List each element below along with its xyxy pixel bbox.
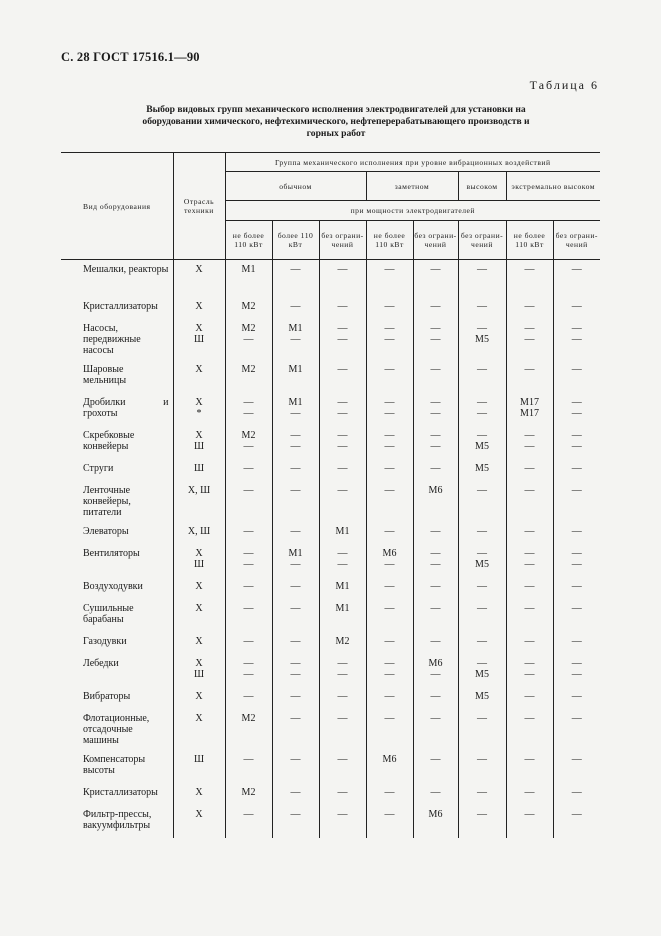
header-level-extreme: экстремально высоком: [506, 172, 600, 201]
branch-cell: Х Ш: [173, 654, 225, 687]
group-cell: М6: [413, 481, 458, 522]
group-cell: —: [272, 750, 319, 783]
group-cell: М2: [319, 632, 366, 654]
group-cell: — —: [413, 426, 458, 459]
table-row: [61, 426, 600, 459]
group-cell: —: [458, 260, 506, 297]
branch-cell: Х: [173, 805, 225, 838]
group-cell: М2 —: [225, 319, 272, 360]
group-cell: — —: [506, 426, 553, 459]
group-cell: М6 —: [413, 654, 458, 687]
table-caption: Выбор видовых групп механического исполнения электродвигателей для установки на оборудовании химического, нефтехимического, нефтеперерабатывающего производств и горных работ: [142, 104, 530, 139]
equipment-name: Мешалки, реакторы: [83, 264, 169, 275]
group-cell: —: [366, 805, 413, 838]
group-cell: —: [319, 805, 366, 838]
group-cell: —: [272, 459, 319, 481]
group-cell: —: [458, 522, 506, 544]
group-cell: — —: [413, 393, 458, 426]
equipment-name: Фильтр-прессы, вакуумфильтры: [83, 808, 152, 831]
group-cell: — —: [319, 393, 366, 426]
group-cell: — —: [506, 319, 553, 360]
group-cell: — —: [366, 393, 413, 426]
equipment-name: Флотационные, отсадочные машины: [83, 712, 150, 746]
group-cell: М6: [366, 750, 413, 783]
group-cell: —: [553, 805, 600, 838]
group-cell: —: [506, 687, 553, 709]
group-cell: —: [413, 577, 458, 599]
equipment-name: Струги: [83, 462, 114, 474]
group-cell: —: [319, 783, 366, 805]
group-cell: — —: [506, 654, 553, 687]
equipment-name: Элеваторы: [83, 525, 129, 537]
group-cell: — М5: [458, 654, 506, 687]
group-cell: — —: [458, 393, 506, 426]
group-cell: — —: [553, 654, 600, 687]
group-cell: —: [319, 481, 366, 522]
group-cell: —: [272, 632, 319, 654]
group-cell: —: [506, 522, 553, 544]
group-cell: —: [319, 459, 366, 481]
group-cell: —: [366, 577, 413, 599]
group-cell: — —: [413, 544, 458, 577]
group-cell: —: [458, 632, 506, 654]
table-row: [61, 297, 600, 319]
group-cell: М6 —: [366, 544, 413, 577]
group-cell: —: [225, 687, 272, 709]
branch-cell: Х: [173, 577, 225, 599]
branch-cell: Х Ш: [173, 426, 225, 459]
equipment-name: Лебедки: [83, 657, 119, 669]
group-cell: —: [225, 481, 272, 522]
group-cell: —: [506, 750, 553, 783]
subheader-cell: не более 110 кВт: [506, 221, 553, 260]
subheader-cell: без ограни-чений: [319, 221, 366, 260]
group-cell: —: [272, 481, 319, 522]
group-cell: —: [553, 260, 600, 297]
subheader-cell: без ограни-чений: [458, 221, 506, 260]
group-cell: — —: [553, 544, 600, 577]
group-cell: —: [458, 709, 506, 750]
group-cell: —: [458, 360, 506, 393]
table-row: [61, 577, 600, 599]
header-level-high: высоком: [458, 172, 506, 201]
group-cell: —: [506, 360, 553, 393]
group-cell: —: [225, 599, 272, 632]
group-cell: —: [366, 709, 413, 750]
equipment-table: [61, 152, 600, 838]
group-cell: —: [272, 260, 319, 297]
group-cell: — М5: [458, 319, 506, 360]
equipment-name: Сушильные барабаны: [83, 602, 134, 625]
group-cell: —: [366, 632, 413, 654]
branch-cell: Ш: [173, 459, 225, 481]
group-cell: —: [458, 750, 506, 783]
group-cell: М5: [458, 459, 506, 481]
table-row: [61, 599, 600, 632]
group-cell: М1 —: [272, 319, 319, 360]
equipment-name: Скребковые конвейеры: [83, 429, 135, 452]
group-cell: —: [413, 522, 458, 544]
group-cell: М1 —: [272, 393, 319, 426]
branch-cell: Х Ш: [173, 544, 225, 577]
equipment-name: Ленточные конвейеры, питатели: [83, 484, 131, 518]
group-cell: —: [319, 360, 366, 393]
branch-cell: Х, Ш: [173, 481, 225, 522]
table-row: [61, 654, 600, 687]
group-cell: —: [366, 783, 413, 805]
group-cell: —: [506, 260, 553, 297]
group-cell: М1 —: [272, 544, 319, 577]
group-cell: — —: [272, 654, 319, 687]
table-row: [61, 544, 600, 577]
group-cell: — М5: [458, 426, 506, 459]
table-row: [61, 393, 600, 426]
branch-cell: Х: [173, 687, 225, 709]
group-cell: — —: [319, 426, 366, 459]
group-cell: —: [413, 260, 458, 297]
branch-cell: Ш: [173, 750, 225, 783]
group-cell: —: [506, 632, 553, 654]
group-cell: —: [366, 260, 413, 297]
group-cell: —: [413, 687, 458, 709]
group-cell: —: [553, 783, 600, 805]
group-cell: —: [366, 481, 413, 522]
group-cell: —: [272, 577, 319, 599]
group-cell: —: [506, 297, 553, 319]
table-row: [61, 260, 600, 297]
branch-cell: Х: [173, 783, 225, 805]
group-cell: —: [366, 522, 413, 544]
table-row: [61, 750, 600, 783]
subheader-cell: без ограни-чений: [413, 221, 458, 260]
group-cell: М6: [413, 805, 458, 838]
branch-cell: Х: [173, 297, 225, 319]
table-row: [61, 687, 600, 709]
header-vibration-group: Группа механического исполнения при уровне вибрационных воздействий: [225, 153, 600, 172]
equipment-name: Газодувки: [83, 635, 127, 647]
group-cell: М1: [319, 522, 366, 544]
group-cell: —: [553, 459, 600, 481]
equipment-name: Кристаллизаторы: [83, 786, 158, 798]
header-level-noticeable: заметном: [366, 172, 458, 201]
group-cell: — М5: [458, 544, 506, 577]
branch-cell: Х, Ш: [173, 522, 225, 544]
group-cell: —: [553, 750, 600, 783]
group-cell: —: [553, 709, 600, 750]
branch-cell: Х: [173, 260, 225, 297]
group-cell: — —: [366, 654, 413, 687]
table-row: [61, 805, 600, 838]
table-row: [61, 783, 600, 805]
group-cell: —: [225, 805, 272, 838]
group-cell: —: [319, 750, 366, 783]
branch-cell: Х: [173, 709, 225, 750]
group-cell: —: [553, 599, 600, 632]
group-cell: —: [366, 687, 413, 709]
group-cell: —: [413, 297, 458, 319]
group-cell: — —: [553, 319, 600, 360]
equipment-name: Вибраторы: [83, 690, 131, 702]
header-level-normal: обычном: [225, 172, 366, 201]
subheader-cell: без ограни-чений: [553, 221, 600, 260]
group-cell: —: [506, 481, 553, 522]
group-cell: —: [458, 783, 506, 805]
group-cell: —: [458, 599, 506, 632]
equipment-name: Компенсаторы высоты: [83, 753, 146, 776]
group-cell: —: [413, 783, 458, 805]
group-cell: — —: [366, 319, 413, 360]
group-cell: —: [413, 459, 458, 481]
group-cell: М17 М17: [506, 393, 553, 426]
group-cell: —: [553, 577, 600, 599]
group-cell: —: [553, 687, 600, 709]
table-number: Таблица 6: [529, 78, 599, 92]
group-cell: —: [366, 459, 413, 481]
group-cell: —: [366, 599, 413, 632]
group-cell: —: [506, 805, 553, 838]
group-cell: —: [506, 599, 553, 632]
group-cell: — —: [506, 544, 553, 577]
group-cell: —: [225, 750, 272, 783]
group-cell: М2: [225, 783, 272, 805]
group-cell: М2 —: [225, 426, 272, 459]
page-header: С. 28 ГОСТ 17516.1—90: [61, 50, 200, 64]
equipment-name: Насосы, передвижные насосы: [83, 322, 141, 356]
group-cell: —: [366, 360, 413, 393]
group-cell: — —: [319, 544, 366, 577]
group-cell: М5: [458, 687, 506, 709]
group-cell: —: [319, 687, 366, 709]
group-cell: —: [272, 709, 319, 750]
equipment-name: Дробилки и грохоты: [83, 396, 169, 419]
group-cell: —: [553, 360, 600, 393]
group-cell: — —: [413, 319, 458, 360]
group-cell: —: [553, 522, 600, 544]
group-cell: —: [272, 805, 319, 838]
header-branch: Отрасль техники: [173, 153, 225, 260]
group-cell: —: [413, 750, 458, 783]
branch-cell: Х *: [173, 393, 225, 426]
branch-cell: Х: [173, 599, 225, 632]
group-cell: —: [225, 577, 272, 599]
group-cell: — —: [319, 654, 366, 687]
group-cell: —: [506, 783, 553, 805]
group-cell: —: [553, 297, 600, 319]
group-cell: —: [319, 260, 366, 297]
group-cell: —: [553, 632, 600, 654]
table-row: [61, 360, 600, 393]
group-cell: —: [413, 599, 458, 632]
group-cell: — —: [225, 654, 272, 687]
group-cell: — —: [272, 426, 319, 459]
branch-cell: Х: [173, 632, 225, 654]
group-cell: — —: [553, 426, 600, 459]
equipment-name: Шаровые мельницы: [83, 363, 127, 386]
group-cell: —: [553, 481, 600, 522]
branch-cell: Х Ш: [173, 319, 225, 360]
group-cell: —: [272, 687, 319, 709]
group-cell: —: [413, 360, 458, 393]
table-row: [61, 522, 600, 544]
table-body: [61, 260, 600, 838]
group-cell: М2: [225, 297, 272, 319]
table-row: [61, 319, 600, 360]
group-cell: — —: [225, 393, 272, 426]
branch-cell: Х: [173, 360, 225, 393]
group-cell: —: [458, 481, 506, 522]
subheader-cell: не более 110 кВт: [366, 221, 413, 260]
group-cell: — —: [319, 319, 366, 360]
group-cell: — —: [366, 426, 413, 459]
header-equipment: Вид оборудования: [61, 153, 173, 260]
table-row: [61, 632, 600, 654]
group-cell: —: [506, 709, 553, 750]
group-cell: —: [458, 297, 506, 319]
table-row: [61, 459, 600, 481]
group-cell: М1: [272, 360, 319, 393]
group-cell: —: [225, 459, 272, 481]
group-cell: —: [366, 297, 413, 319]
group-cell: —: [272, 297, 319, 319]
group-cell: — —: [225, 544, 272, 577]
subheader-cell: не более 110 кВт: [225, 221, 272, 260]
group-cell: —: [413, 709, 458, 750]
group-cell: М2: [225, 360, 272, 393]
group-cell: —: [272, 599, 319, 632]
subheader-cell: более 110 кВт: [272, 221, 319, 260]
group-cell: М1: [319, 577, 366, 599]
group-cell: —: [272, 783, 319, 805]
group-cell: —: [506, 459, 553, 481]
group-cell: —: [506, 577, 553, 599]
table-row: [61, 709, 600, 750]
group-cell: М2: [225, 709, 272, 750]
group-cell: —: [458, 805, 506, 838]
group-cell: —: [225, 522, 272, 544]
group-cell: —: [225, 632, 272, 654]
group-cell: —: [272, 522, 319, 544]
group-cell: — —: [553, 393, 600, 426]
group-cell: М1: [319, 599, 366, 632]
group-cell: М1: [225, 260, 272, 297]
equipment-name: Вентиляторы: [83, 547, 140, 559]
equipment-name: Кристаллизаторы: [83, 300, 158, 312]
group-cell: —: [458, 577, 506, 599]
table-row: [61, 481, 600, 522]
header-power: при мощности электродвигателей: [225, 201, 600, 221]
equipment-name: Воздуходувки: [83, 580, 143, 592]
group-cell: —: [319, 709, 366, 750]
group-cell: —: [413, 632, 458, 654]
group-cell: —: [319, 297, 366, 319]
